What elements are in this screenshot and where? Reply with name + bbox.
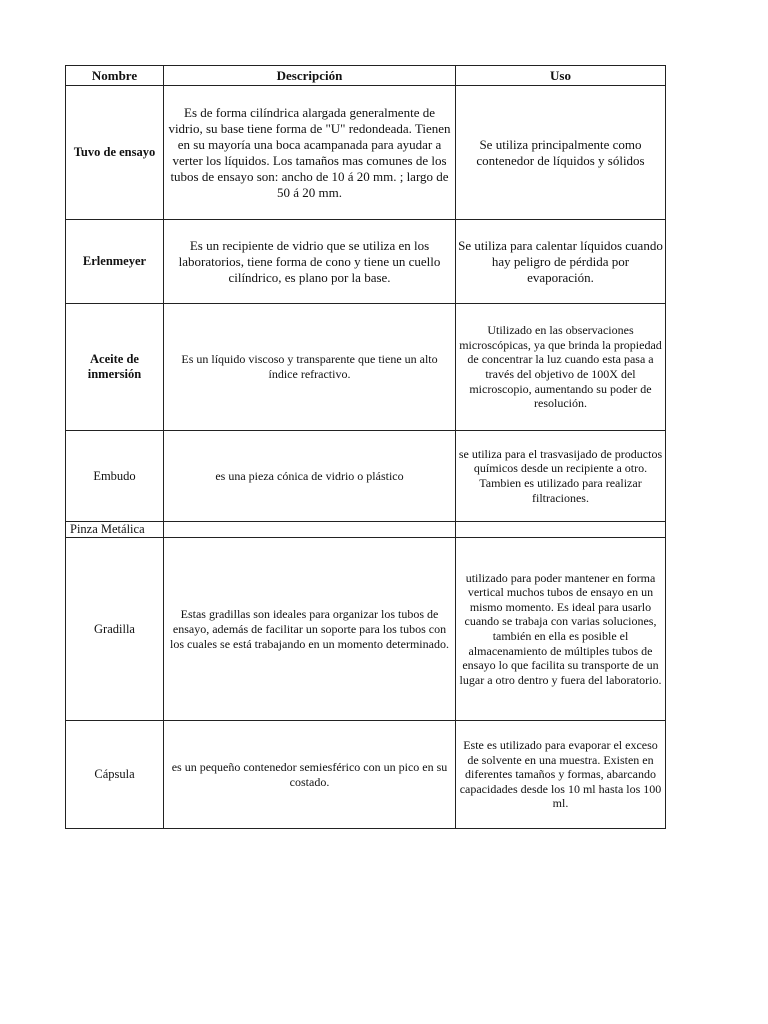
row-usage: Se utiliza principalmente como contenedor de líquidos y sólidos — [456, 86, 666, 220]
row-description: es una pieza cónica de vidrio o plástico — [164, 431, 456, 522]
table-row — [66, 538, 666, 721]
row-usage: Utilizado en las observaciones microscópicas, ya que brinda la propiedad de concentrar la luz cuando esta pasa a través del objetivo de 100X del microscopio, aumentando su poder de resolución. — [456, 304, 666, 431]
row-description: Es un recipiente de vidrio que se utiliza en los laboratorios, tiene forma de cono y tiene un cuello cilíndrico, es plano por la base. — [164, 220, 456, 304]
table-row — [66, 304, 666, 431]
row-description: Es un líquido viscoso y transparente que tiene un alto índice refractivo. — [164, 304, 456, 431]
table-row — [66, 86, 666, 220]
row-description: es un pequeño contenedor semiesférico con un pico en su costado. — [164, 721, 456, 829]
header-descripcion: Descripción — [164, 66, 456, 86]
row-description: Estas gradillas son ideales para organizar los tubos de ensayo, además de facilitar un soporte para los tubos con los cuales se está trabajando en un momento determinado. — [164, 538, 456, 721]
row-name-aceite-de-inmersion: Aceite de inmersión — [66, 304, 164, 431]
row-usage: utilizado para poder mantener en forma vertical muchos tubos de ensayo en un mismo momento. Es ideal para usarlo cuando se trabaja con varias soluciones, también en ella es posible el almacenamiento de múltiples tubos de ensayo lo que facilita su transporte de un lugar a otro dentro y fuera del laboratorio. — [456, 538, 666, 721]
table-row — [66, 431, 666, 522]
table-row — [66, 220, 666, 304]
row-name-embudo: Embudo — [66, 431, 164, 522]
row-name-gradilla: Gradilla — [66, 538, 164, 721]
row-usage — [456, 522, 666, 538]
header-nombre: Nombre — [66, 66, 164, 86]
row-usage: Este es utilizado para evaporar el exceso de solvente en una muestra. Existen en diferentes tamaños y formas, abarcando capacidades desde los 10 ml hasta los 100 ml. — [456, 721, 666, 829]
table-row — [66, 522, 666, 538]
row-usage: se utiliza para el trasvasijado de productos químicos desde un recipiente a otro. Tambien es utilizado para realizar filtraciones. — [456, 431, 666, 522]
row-description: Es de forma cilíndrica alargada generalmente de vidrio, su base tiene forma de "U" redondeada. Tienen en su mayoría una boca acampanada para ayudar a verter los líquidos. Los tamaños mas comunes de los tubos de ensayo son: ancho de 10 á 20 mm. ; largo de 50 á 20 mm. — [164, 86, 456, 220]
table-row — [66, 721, 666, 829]
row-usage: Se utiliza para calentar líquidos cuando hay peligro de pérdida por evaporación. — [456, 220, 666, 304]
row-name-tubo-de-ensayo: Tuvo de ensayo — [66, 86, 164, 220]
document-sheet — [65, 65, 665, 829]
row-name-erlenmeyer: Erlenmeyer — [66, 220, 164, 304]
lab-equipment-table — [65, 65, 666, 829]
header-uso: Uso — [456, 66, 666, 86]
row-description — [164, 522, 456, 538]
row-name-pinza-metalica: Pinza Metálica — [66, 522, 164, 538]
row-name-capsula: Cápsula — [66, 721, 164, 829]
table-header-row — [66, 66, 666, 86]
